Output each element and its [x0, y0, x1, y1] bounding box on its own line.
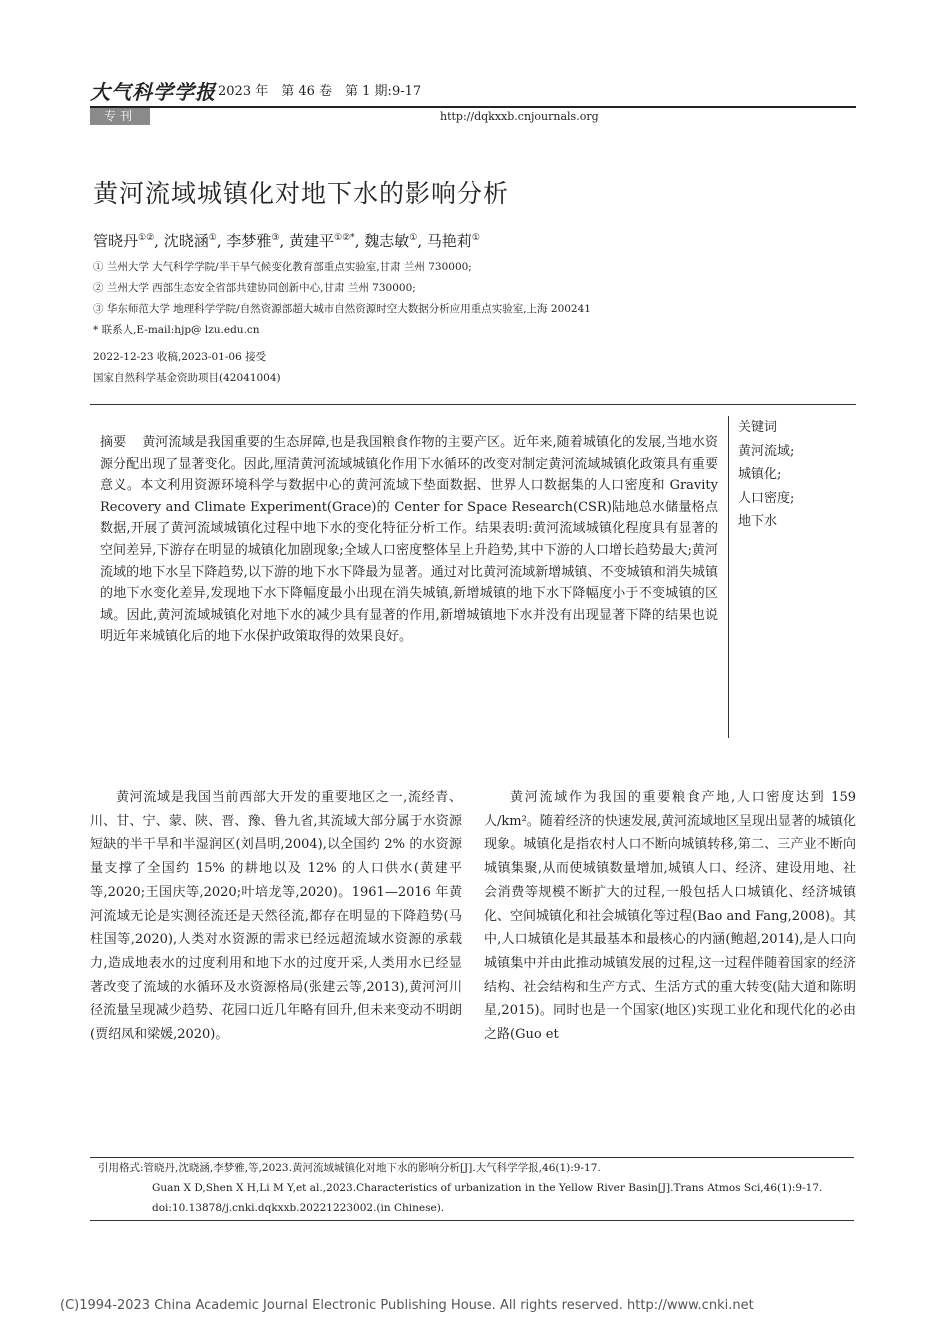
body-column-right: 黄河流域作为我国的重要粮食产地,人口密度达到 159 人/km²。随着经济的快速发展,黄河流域地区呈现出显著的城镇化现象。城镇化是指农村人口不断向城镇转移,第二、三产业不断向城镇集聚,从而使城镇数量增加,城镇人口、经济、建设用地、社会消费等规模不断扩大的过程,一般包括人口城镇化、经济城镇化、空间城镇化和社会城镇化等过程(Bao and Fang,2008)。其中,人口城镇化是其最基本和最核心的内涵(鲍超,2014),是人口向城镇集中并由此推动城镇发展的过程,这一过程伴随着国家的经济结构、社会结构和生产方式、生活方式的重大转变(陆大道和陈明星,2015)。同时也是一个国家(地区)实现工业化和现代化的必由之路(Guo et [484, 790, 856, 1043]
abstract-text: 黄河流域是我国重要的生态屏障,也是我国粮食作物的主要产区。近年来,随着城镇化的发展,当地水资源分配出现了显著变化。因此,厘清黄河流域城镇化作用下水循环的改变对制定黄河流域城镇化政策具有重要意义。本文利用资源环境科学与数据中心的黄河流域下垫面数据、世界人口数据集的人口密度和 Gravity Recovery and Climate Experiment(Grace)的 Center for Space Research(CSR)陆地总水储量格点数据,开展了黄河流域城镇化过程中地下水的变化特征分析工作。结果表明:黄河流域城镇化程度具有显著的空间差异,下游存在明显的城镇化加剧现象;全域人口密度整体呈上升趋势,其中下游的人口增长趋势最大;黄河流域的地下水呈下降趋势,以下游的地下水下降最为显著。通过对比黄河流域新增城镇、不变城镇和消失城镇的地下水变化差异,发现地下水下降幅度最小出现在消失城镇,新增城镇的地下水下降幅度小于不变城镇的区域。因此,黄河流域城镇化对地下水的减少具有显著的作用,新增城镇地下水并没有出现显著下降的结果也说明近年来城镇化后的地下水保护政策取得的效果良好。 [100, 435, 718, 645]
journal-name: 大气科学学报 [90, 80, 216, 104]
citation-box [90, 1157, 854, 1221]
keywords-label: 关键词 [738, 420, 778, 435]
author: 管晓丹①②, [93, 232, 159, 250]
funding: 国家自然科学基金资助项目(42041004) [93, 372, 281, 384]
journal-url[interactable]: http://dqkxxb.cnjournals.org [440, 110, 599, 123]
corresponding-author: * 联系人,E-mail:hjp@ lzu.edu.cn [93, 324, 260, 336]
author: 李梦雅③, [226, 232, 285, 250]
paper-title: 黄河流域城镇化对地下水的影响分析 [93, 179, 510, 208]
issue-info: 2023 年 第 46 卷 第 1 期:9-17 [218, 84, 422, 99]
body-column-left: 黄河流域是我国当前西部大开发的重要地区之一,流经青、川、甘、宁、蒙、陕、晋、豫、鲁九省,其流域大部分属于水资源短缺的半干旱和半湿润区(刘昌明,2004),以全国约 2% 的水资源量支撑了全国约 15% 的耕地以及 12% 的人口供水(黄建平等,2020;王国庆等,2020;叶培龙等,2020)。1961—2016 年黄河流域无论是实测径流还是天然径流,都存在明显的下降趋势(马柱国等,2020),人类对水资源的需求已经远超流域水资源的承载力,造成地表水的过度利用和地下水的过度开采,人类用水已经显著改变了流域的水循环及水资源格局(张建云等,2013),黄河河川径流量呈现减少趋势、花园口近几年略有回升,但未来变动不明朗(贾绍凤和梁媛,2020)。 [90, 790, 462, 1043]
column-tag: 专刊 [90, 108, 150, 125]
affiliation: ② 兰州大学 西部生态安全省部共建协同创新中心,甘肃 兰州 730000; [93, 282, 416, 294]
author: 沈晓涵①, [163, 232, 222, 250]
abstract-label: 摘要 [100, 435, 127, 450]
affiliation: ① 兰州大学 大气科学学院/半干旱气候变化教育部重点实验室,甘肃 兰州 730000; [93, 261, 472, 273]
received-accepted-dates: 2022-12-23 收稿,2023-01-06 接受 [93, 351, 267, 363]
citation-doi: doi:10.13878/j.cnki.dqkxxb.20221223002.(in Chinese). [152, 1202, 445, 1214]
citation-line: Guan X D,Shen X H,Li M Y,et al.,2023.Characteristics of urbanization in the Yellow River Basin[J].Trans Atmos Sci,46(1):9-17. [152, 1182, 823, 1194]
author: 魏志敏①, [364, 232, 423, 250]
author: 黄建平①②*, [289, 232, 360, 250]
abstract [100, 432, 718, 648]
author: 马艳莉① [426, 232, 480, 250]
header-rule [90, 106, 856, 108]
keyword-divider [728, 416, 729, 738]
copyright-footer: (C)1994-2023 China Academic Journal Electronic Publishing House. All rights reserved. http://www.cnki.net [60, 1298, 754, 1313]
keywords [738, 416, 794, 534]
citation-line: 引用格式:管晓丹,沈晓涵,李梦雅,等,2023.黄河流域城镇化对地下水的影响分析[J].大气科学学报,46(1):9-17. [98, 1162, 601, 1174]
keyword: 黄河流域; [738, 443, 795, 459]
affiliation: ③ 华东师范大学 地理科学学院/自然资源部超大城市自然资源时空大数据分析应用重点实验室,上海 200241 [93, 303, 591, 315]
section-rule [90, 404, 856, 405]
keyword: 人口密度; [738, 490, 795, 506]
keyword: 地下水 [738, 514, 778, 529]
author-list [93, 230, 480, 251]
keyword: 城镇化; [738, 467, 782, 482]
